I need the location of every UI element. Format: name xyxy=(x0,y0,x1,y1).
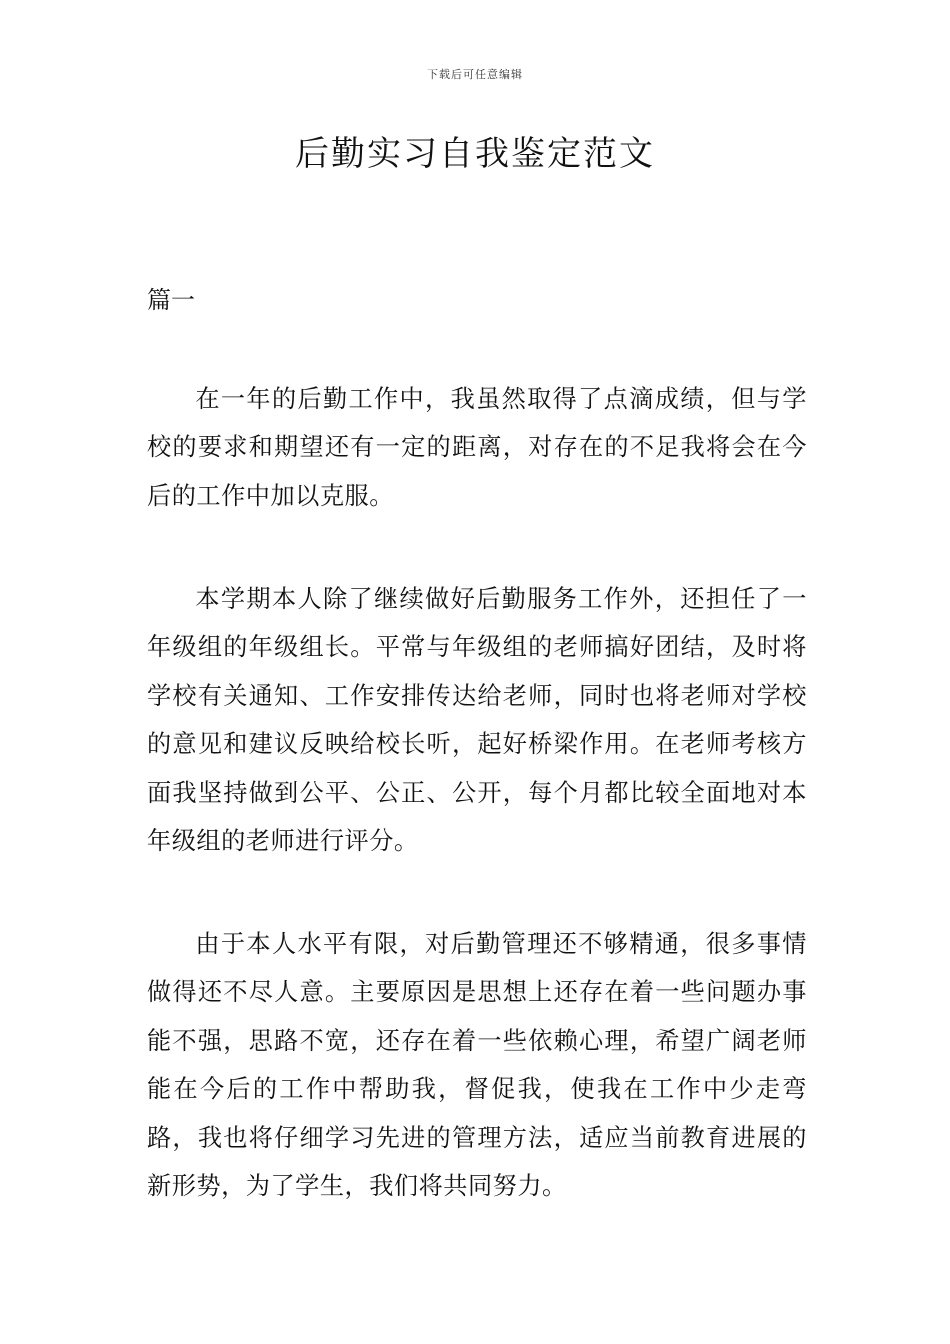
paragraph-3: 由于本人水平有限，对后勤管理还不够精通，很多事情做得还不尽人意。主要原因是思想上还存在着一些问题办事能不强，思路不宽，还存在着一些依赖心理，希望广阔老师能在今后的工作中帮助我，督促我，使我在工作中少走弯路，我也将仔细学习先进的管理方法，适应当前教育进展的新形势，为了学生，我们将共同努力。 xyxy=(147,930,807,1201)
paragraph-1: 在一年的后勤工作中，我虽然取得了点滴成绩，但与学校的要求和期望还有一定的距离，对存在的不足我将会在今后的工作中加以克服。 xyxy=(147,385,807,510)
section-label: 篇一 xyxy=(147,286,195,314)
document-title: 后勤实习自我鉴定范文 xyxy=(295,134,655,174)
header-note: 下载后可任意编辑 xyxy=(427,68,523,81)
paragraph-2: 本学期本人除了继续做好后勤服务工作外，还担任了一年级组的年级组长。平常与年级组的老师搞好团结，及时将学校有关通知、工作安排传达给老师，同时也将老师对学校的意见和建议反映给校长听，起好桥梁作用。在老师考核方面我坚持做到公平、公正、公开，每个月都比较全面地对本年级组的老师进行评分。 xyxy=(147,585,807,856)
